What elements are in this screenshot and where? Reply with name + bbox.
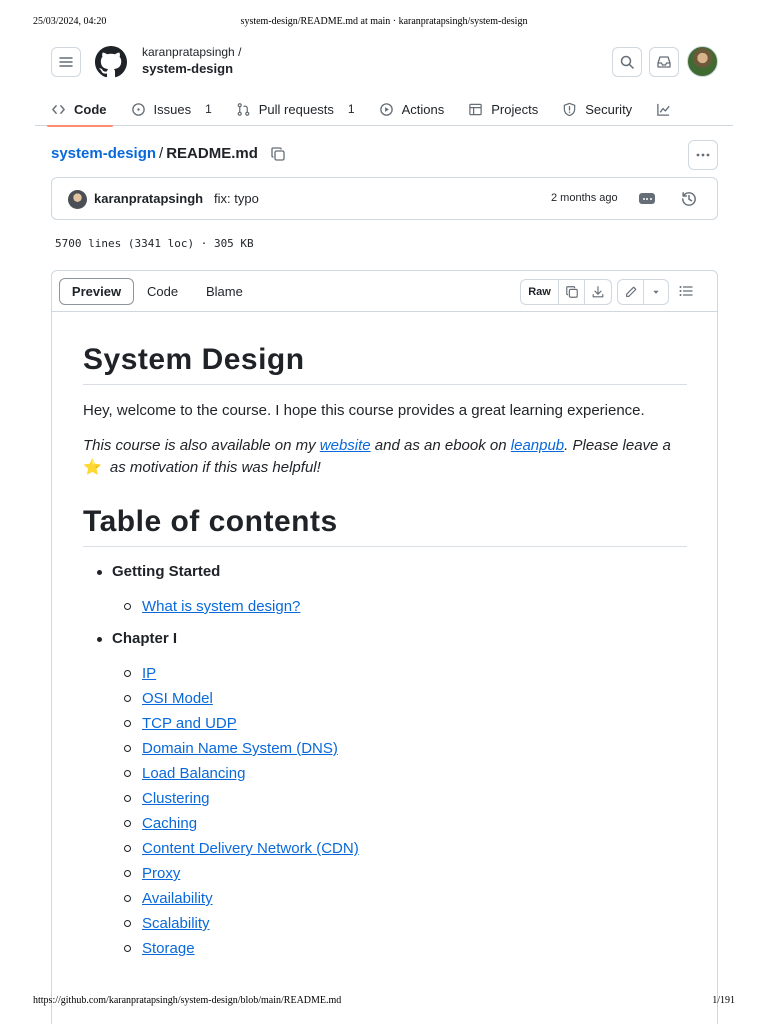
tab-code[interactable] (51, 92, 107, 126)
breadcrumb-separator: / (159, 145, 164, 162)
pull-request-icon (236, 102, 251, 117)
toc-link[interactable]: Proxy (142, 865, 181, 882)
print-footer (0, 995, 768, 1009)
website-link[interactable]: website (319, 437, 371, 454)
blame-tab[interactable]: Blame (206, 284, 243, 299)
availability-text: and as an ebook on (370, 437, 511, 454)
copy-icon (565, 285, 579, 299)
preview-tab[interactable]: Preview (59, 278, 134, 305)
availability-paragraph (83, 435, 687, 479)
menu-button[interactable] (51, 47, 81, 77)
toc-item (142, 815, 687, 833)
toc-link[interactable]: Clustering (142, 790, 210, 807)
search-icon (619, 54, 635, 70)
tab-label: Issues (153, 101, 192, 117)
user-avatar[interactable] (687, 46, 718, 77)
breadcrumb-file: README.md (166, 145, 258, 162)
toc-link[interactable]: Caching (142, 815, 198, 832)
repo-tabs (51, 92, 703, 126)
tab-issues[interactable] (131, 92, 212, 126)
pencil-icon (624, 285, 638, 299)
kebab-horizontal-icon (695, 147, 711, 163)
intro-paragraph: Hey, welcome to the course. I hope this course provides a great learning experience. (83, 402, 645, 419)
latest-commit-bar (51, 177, 718, 220)
repo-name-link[interactable]: system-design (142, 61, 234, 76)
raw-button[interactable]: Raw (521, 280, 559, 304)
tab-label: Code (74, 101, 107, 117)
file-toolbar (52, 271, 717, 312)
availability-text: . Please leave a (564, 437, 671, 454)
raw-actions-group (520, 279, 612, 305)
history-icon[interactable] (680, 190, 698, 208)
tab-label: Projects (491, 101, 539, 117)
tab-insights[interactable] (656, 92, 679, 126)
leanpub-link[interactable]: leanpub (510, 437, 565, 454)
search-button[interactable] (612, 47, 642, 77)
inbox-icon (656, 54, 672, 70)
edit-button[interactable] (618, 280, 644, 304)
toc-item (142, 765, 687, 783)
print-url: https://github.com/karanpratapsingh/system-design/blob/main/README.md (33, 995, 342, 1006)
toc-item (142, 740, 687, 758)
print-doc-title: system-design/README.md at main · karanpratapsingh/system-design (240, 16, 528, 27)
tab-label: Security (585, 101, 633, 117)
file-viewer (51, 270, 718, 1024)
toc-link[interactable]: Storage (142, 940, 195, 957)
toc-item (142, 715, 687, 733)
print-header (0, 16, 768, 30)
toc-section (112, 630, 687, 958)
ellipsis-icon[interactable] (639, 193, 655, 204)
graph-icon (656, 102, 671, 117)
availability-text: This course is also available on my (83, 437, 320, 454)
code-tab[interactable]: Code (147, 284, 179, 299)
play-icon (379, 102, 394, 117)
toc-item (142, 940, 687, 958)
toc-section (112, 563, 687, 616)
toc-item (142, 665, 687, 683)
toc-sublist (112, 598, 687, 616)
github-logo-icon[interactable] (95, 46, 127, 78)
commit-author-link[interactable]: karanpratapsingh (94, 191, 204, 206)
print-page-number: 1/191 (712, 995, 735, 1006)
download-button[interactable] (585, 280, 611, 304)
toc-item (142, 840, 687, 858)
toc-item (142, 690, 687, 708)
breadcrumb (51, 145, 286, 162)
readme-title: System Design (83, 343, 687, 385)
toc-item (142, 890, 687, 908)
toc-link[interactable]: What is system design? (142, 598, 301, 615)
toc-section-title: Chapter I (112, 630, 178, 647)
toc-link[interactable]: OSI Model (142, 690, 213, 707)
print-datetime: 25/03/2024, 04:20 (33, 16, 107, 27)
toc-link[interactable]: IP (142, 665, 157, 682)
edit-dropdown-button[interactable] (644, 280, 668, 304)
availability-text: as motivation if this was helpful! (105, 459, 321, 476)
file-meta: 5700 lines (3341 loc) · 305 KB (55, 237, 254, 250)
download-icon (591, 285, 605, 299)
edit-actions-group (617, 279, 669, 305)
tab-pull-requests[interactable] (236, 92, 355, 126)
repo-header (35, 34, 733, 126)
toc-section-title: Getting Started (112, 563, 221, 580)
shield-icon (562, 102, 577, 117)
toc-link[interactable]: Scalability (142, 915, 210, 932)
toc-link[interactable]: TCP and UDP (142, 715, 237, 732)
issue-icon (131, 102, 146, 117)
toc-link[interactable]: Domain Name System (DNS) (142, 740, 338, 757)
commit-time: 2 months ago (551, 192, 618, 204)
toc-item (142, 865, 687, 883)
tab-security[interactable] (562, 92, 632, 126)
breadcrumb-repo-link[interactable]: system-design (51, 145, 157, 162)
star-emoji: ⭐ (83, 459, 102, 476)
copy-icon[interactable] (270, 146, 286, 162)
toc-title: Table of contents (83, 505, 687, 547)
tab-label: Pull requests (258, 101, 334, 117)
tab-projects[interactable] (468, 92, 538, 126)
hamburger-icon (58, 54, 74, 70)
toc-item (142, 790, 687, 808)
toc-sublist (112, 665, 687, 958)
toc-list (83, 563, 687, 958)
copy-raw-button[interactable] (559, 280, 585, 304)
tab-label: Actions (401, 101, 445, 117)
repo-owner-link[interactable]: karanpratapsingh / (142, 45, 242, 59)
toc-link[interactable]: Load Balancing (142, 765, 246, 782)
commit-author-avatar[interactable] (68, 190, 87, 209)
toc-link[interactable]: Availability (142, 890, 213, 907)
code-icon (51, 102, 66, 117)
issues-count: 1 (205, 102, 212, 116)
table-icon (468, 102, 483, 117)
readme-content (83, 343, 687, 972)
tab-actions[interactable] (379, 92, 445, 126)
inbox-button[interactable] (649, 47, 679, 77)
more-options-button[interactable] (688, 140, 718, 170)
list-unordered-icon[interactable] (678, 283, 694, 299)
toc-item (142, 915, 687, 933)
toc-link[interactable]: Content Delivery Network (CDN) (142, 840, 359, 857)
toc-item (142, 598, 687, 616)
commit-message-link[interactable]: fix: typo (214, 191, 259, 206)
triangle-down-icon (649, 285, 663, 299)
pull-requests-count: 1 (347, 102, 355, 116)
